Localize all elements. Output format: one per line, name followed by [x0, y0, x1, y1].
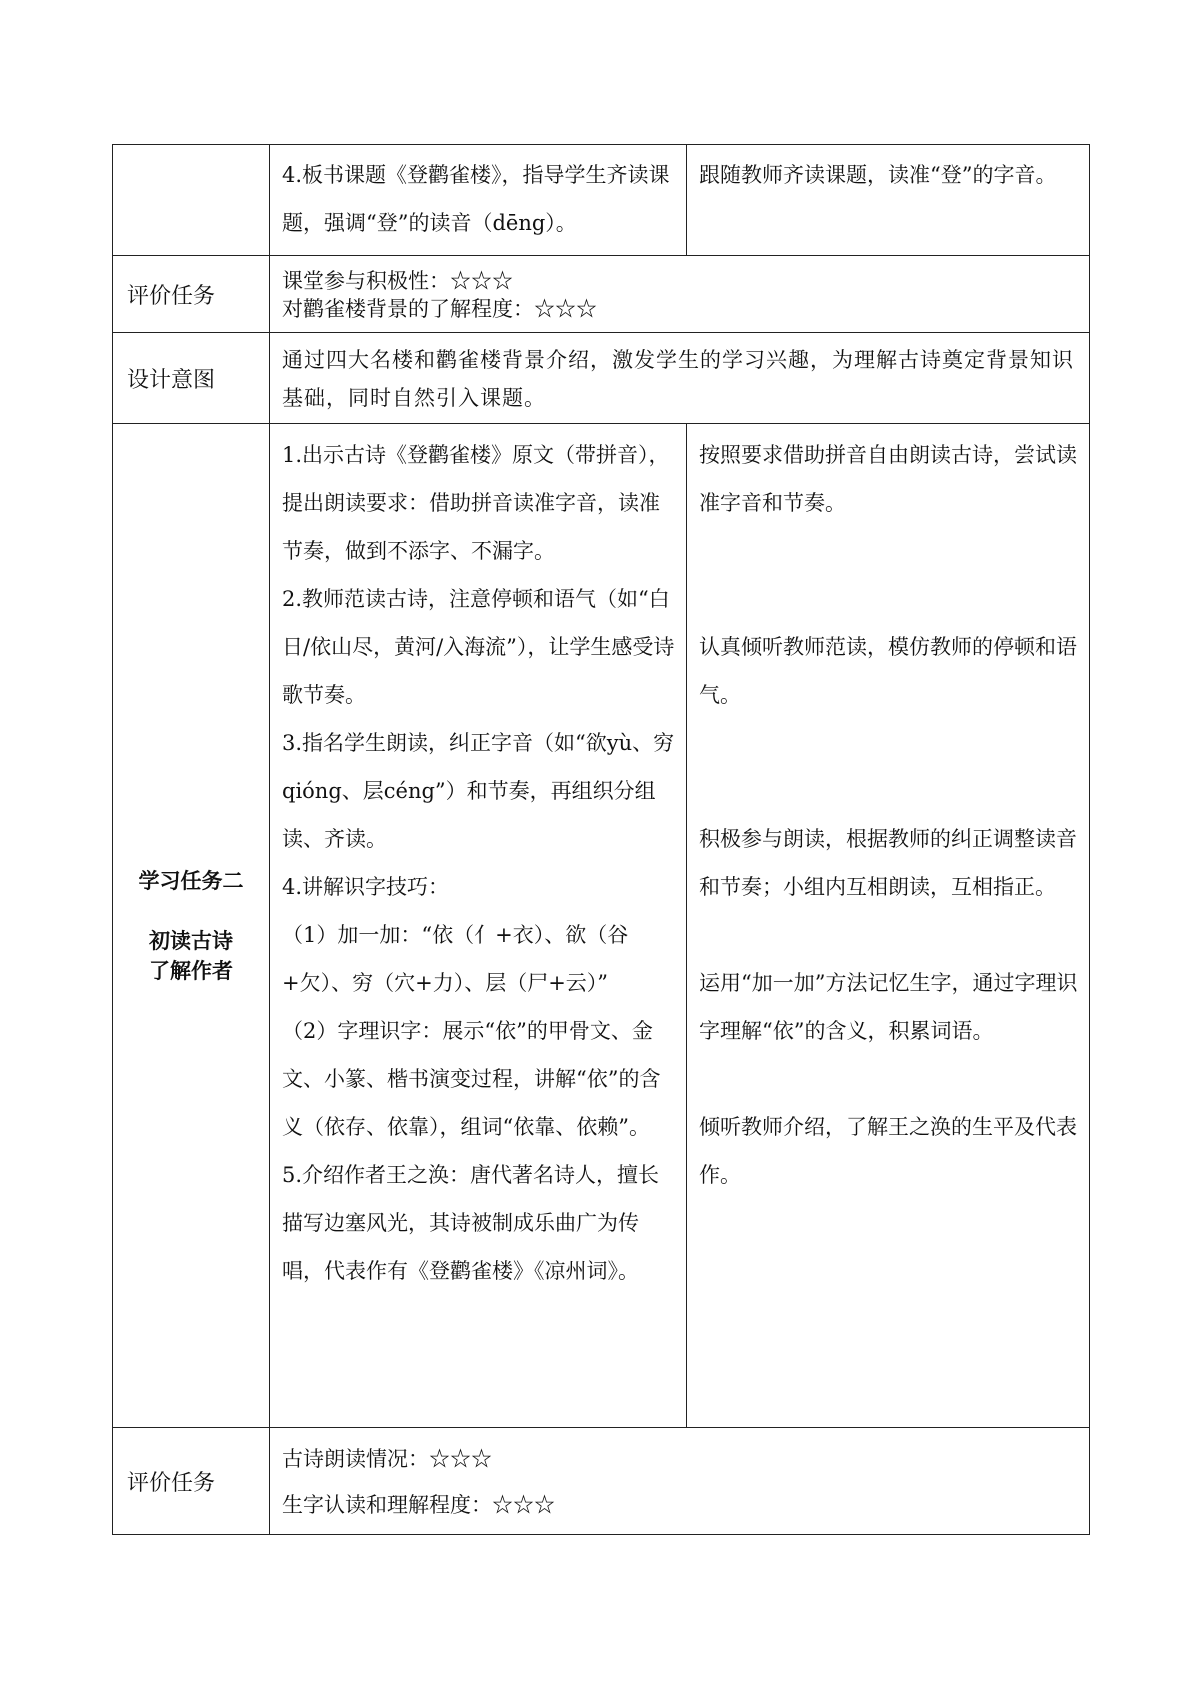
teacher-step-4: 4.板书课题《登鹳雀楼》，指导学生齐读课题，强调“登”的读音（dēng）。 [282, 163, 670, 235]
teacher-activity-cell [270, 424, 687, 1428]
row-label: 设计意图 [113, 333, 270, 424]
student-activity: 倾听教师介绍，了解王之涣的生平及代表作。 [699, 1115, 1077, 1187]
teacher-activity-cell [270, 145, 687, 256]
table-row [113, 145, 1090, 256]
task-label-cell [113, 424, 270, 1428]
teacher-step: 2.教师范读古诗，注意停顿和语气（如“白日/依山尽，黄河/入海流”），让学生感受诗歌节奏。 [282, 587, 675, 707]
row-label: 评价任务 [113, 256, 270, 333]
evaluation-cell [270, 1428, 1090, 1535]
teacher-step: 3.指名学生朗读，纠正字音（如“欲yù、穷qióng、层céng”）和节奏，再组织分组读、齐读。 [282, 731, 675, 851]
task-subtitle: 初读古诗 [149, 928, 233, 953]
lesson-plan-table [112, 144, 1090, 1535]
task-subtitle: 了解作者 [149, 958, 233, 983]
evaluation-line: 对鹳雀楼背景的了解程度：☆☆☆ [282, 297, 597, 321]
teacher-step: 4.讲解识字技巧： [282, 875, 450, 899]
table-row [113, 256, 1090, 333]
evaluation-line: 生字认读和理解程度：☆☆☆ [282, 1493, 555, 1517]
row-label: 评价任务 [113, 1428, 270, 1535]
student-activity: 按照要求借助拼音自由朗读古诗，尝试读准字音和节奏。 [699, 443, 1077, 515]
evaluation-cell [270, 256, 1090, 333]
empty-label-cell [113, 145, 270, 256]
task-title: 学习任务二 [138, 868, 244, 893]
table-row [113, 424, 1090, 1428]
teacher-step: 5.介绍作者王之涣：唐代著名诗人，擅长描写边塞风光，其诗被制成乐曲广为传唱，代表作有《登鹳雀楼》《凉州词》。 [282, 1163, 660, 1283]
student-activity-cell [687, 424, 1090, 1428]
design-intent-text: 通过四大名楼和鹳雀楼背景介绍，激发学生的学习兴趣，为理解古诗奠定背景知识基础，同时自然引入课题。 [282, 348, 1074, 410]
student-activity: 运用“加一加”方法记忆生字，通过字理识字理解“依”的含义，积累词语。 [699, 971, 1078, 1043]
evaluation-line: 课堂参与积极性：☆☆☆ [282, 269, 513, 293]
student-activity: 认真倾听教师范读，模仿教师的停顿和语气。 [699, 635, 1077, 707]
evaluation-line: 古诗朗读情况：☆☆☆ [282, 1447, 492, 1471]
student-activity: 跟随教师齐读课题，读准“登”的字音。 [699, 163, 1057, 187]
table-row [113, 333, 1090, 424]
teacher-substep: （2）字理识字：展示“依”的甲骨文、金文、小篆、楷书演变过程，讲解“依”的含义（依存、依靠），组词“依靠、依赖”。 [282, 1019, 661, 1139]
student-activity-cell [687, 145, 1090, 256]
design-intent-cell [270, 333, 1090, 424]
teacher-step: 1.出示古诗《登鹳雀楼》原文（带拼音），提出朗读要求：借助拼音读准字音，读准节奏，做到不添字、不漏字。 [282, 443, 670, 563]
teacher-substep: （1）加一加：“依（亻+衣）、欲（谷+欠）、穷（穴+力）、层（尸+云）” [282, 923, 629, 995]
student-activity: 积极参与朗读，根据教师的纠正调整读音和节奏；小组内互相朗读，互相指正。 [699, 827, 1077, 899]
table-row [113, 1428, 1090, 1535]
